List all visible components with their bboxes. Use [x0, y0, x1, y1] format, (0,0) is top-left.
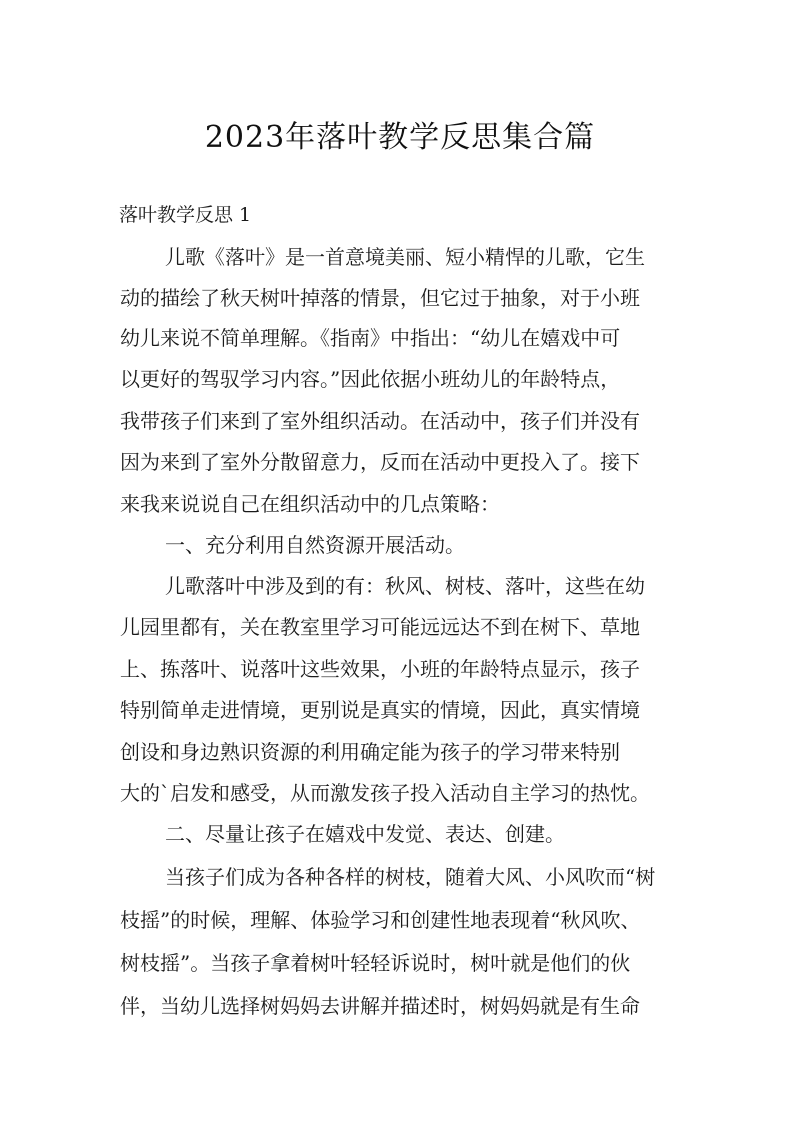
document-title: 2023年落叶教学反思集合篇: [204, 120, 596, 155]
text-line: 当孩子们成为各种各样的树枝，随着大风、小风吹而“树: [165, 865, 656, 889]
text-line: 来我来说说自己在组织活动中的几点策略：: [120, 492, 500, 516]
text-line: 我带孩子们来到了室外组织活动。在活动中，孩子们并没有: [120, 409, 640, 433]
section-heading: 落叶教学反思 1: [119, 204, 252, 226]
text-line: 特别简单走进情境，更别说是真实的情境，因此，真实情境: [120, 698, 640, 722]
text-line: 上、拣落叶、说落叶这些效果，小班的年龄特点显示，孩子: [120, 657, 640, 681]
text-line: 因为来到了室外分散留意力，反而在活动中更投入了。接下: [120, 450, 640, 474]
text-line: 儿歌落叶中涉及到的有：秋风、树枝、落叶，这些在幼: [165, 574, 645, 598]
text-line: 儿歌《落叶》是一首意境美丽、短小精悍的儿歌，它生: [165, 245, 645, 269]
text-line: 二、尽量让孩子在嬉戏中发觉、表达、创建。: [165, 822, 565, 846]
text-line: 动的描绘了秋天树叶掉落的情景，但它过于抽象，对于小班: [120, 286, 640, 310]
text-line: 一、充分利用自然资源开展活动。: [165, 533, 465, 557]
text-line: 幼儿来说不简单理解。《指南》中指出：“幼儿在嬉戏中可: [120, 326, 621, 350]
text-line: 枝摇”的时候，理解、体验学习和创建性地表现着“秋风吹、: [120, 908, 641, 932]
text-line: 树枝摇”。当孩子拿着树叶轻轻诉说时，树叶就是他们的伙: [120, 951, 631, 975]
text-line: 大的`启发和感受，从而激发孩子投入活动自主学习的热忱。: [120, 781, 650, 805]
text-line: 创设和身边熟识资源的利用确定能为孩子的学习带来特别: [120, 740, 620, 764]
text-line: 以更好的驾驭学习内容。”因此依据小班幼儿的年龄特点，: [120, 367, 621, 391]
text-line: 伴，当幼儿选择树妈妈去讲解并描述时，树妈妈就是有生命: [120, 994, 640, 1018]
text-line: 儿园里都有，关在教室里学习可能远远达不到在树下、草地: [120, 615, 640, 639]
